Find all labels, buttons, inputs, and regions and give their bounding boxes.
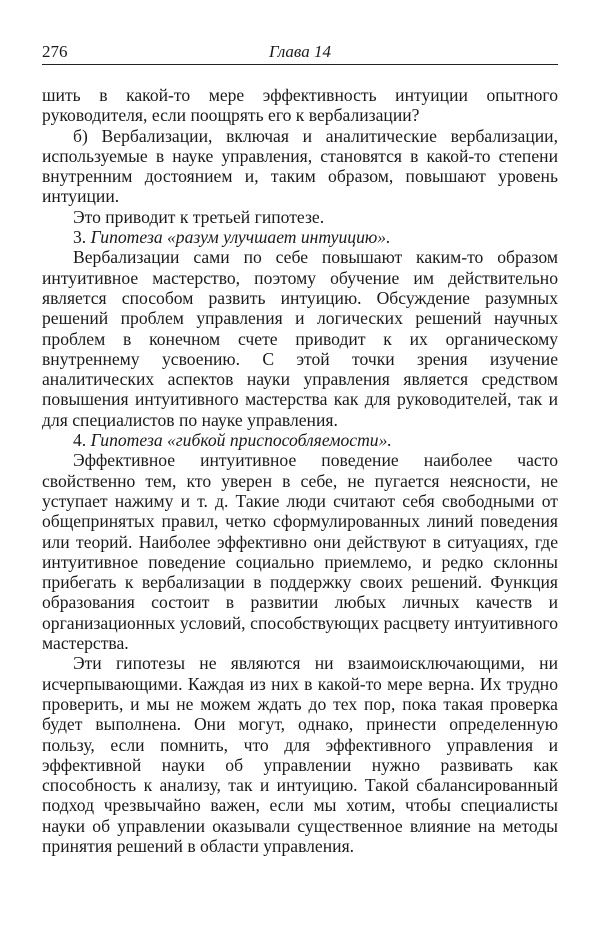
page-number: 276 [42,42,68,61]
hypothesis-3-title: Гипотеза «разум улучшает интуицию». [90,227,391,248]
paragraph-continued: шить в какой-то мере эффективность интуиции опытного руководителя, если поощрять его к вербализации? [42,85,558,126]
hypothesis-4-title: Гипотеза «гибкой приспособляемости». [90,430,392,451]
page-body [42,85,558,856]
paragraph-hypothesis-4: Эффективное интуитивное поведение наиболее часто свойственно тем, кто уверен в себе, не пугается неясности, не уступает нажиму и т. д. Такие люди считают себя свободными от общепринятых правил, четко сформулированных линий поведения или теорий. Наиболее эффективно они действуют в ситуациях, где интуитивное поведение социально приемлемо, и редко склонны прибегать к вербализации в поддержку своих решений. Функция образования состоит в развитии любых личных качеств и организационных условий, способствующих расцвету интуитивного мастерства. [42,450,558,654]
hypothesis-3-heading [42,227,558,247]
hypothesis-4-number: 4. [73,430,87,451]
paragraph-conclusion: Эти гипотезы не являются ни взаимоисключающими, ни исчерпывающими. Каждая из них в какой-то мере верна. Их трудно проверить, и мы не можем ждать до тех пор, пока такая проверка будет выполнена. Они могут, однако, принести определенную пользу, если помнить, что для эффективного управления и эффективной науки об управлении нужно развивать как способность к анализу, так и интуицию. Такой сбалансированный подход чрезвычайно важен, если мы хотим, чтобы специалисты науки об управлении оказывали существенное влияние на методы принятия решений в области управления. [42,653,558,856]
paragraph-transition: Это приводит к третьей гипотезе. [73,206,325,227]
running-header [42,40,558,65]
hypothesis-4-heading [42,430,558,450]
chapter-title: Глава 14 [269,42,331,61]
paragraph-hypothesis-3: Вербализации сами по себе повышают каким-то образом интуитивное мастерство, поэтому обучение им действительно является способом развить интуицию. Обсуждение разумных решений проблем управления и логических решений научных проблем в конечном счете приводит к их органическому внутреннему усвоению. С этой точки зрения изучение аналитических аспектов науки управления является средством повышения интуитивного мастерства как для руководителей, так и для специалистов по науке управления. [42,247,558,430]
paragraph-hypothesis-b: б) Вербализации, включая и аналитические вербализации, используемые в науке управления, становятся в какой-то степени внутренним достоянием и, таким образом, повышают уровень интуиции. [42,125,558,207]
hypothesis-3-number: 3. [73,227,87,248]
